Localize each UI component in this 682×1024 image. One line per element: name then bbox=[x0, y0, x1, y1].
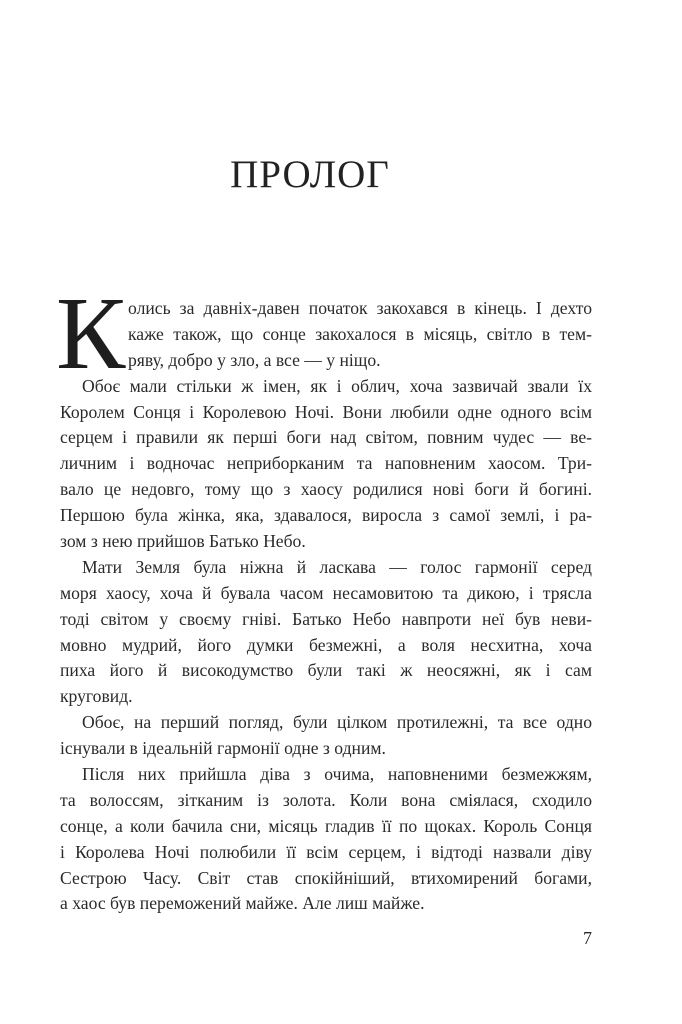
text-line: тоді світом у своєму гніві. Батько Небо навпроти неї був неви- bbox=[60, 608, 592, 629]
text-line: а хаос був переможений майже. Але лиш майже. bbox=[60, 893, 425, 914]
paragraph bbox=[60, 374, 592, 555]
text-line: Першою була жінка, яка, здавалося, виросла з самої землі, і ра- bbox=[60, 505, 592, 526]
chapter-body bbox=[56, 276, 592, 917]
paragraph bbox=[60, 762, 592, 917]
text-line: зом з нею прийшов Батько Небо. bbox=[60, 531, 306, 552]
text-line: круговид. bbox=[60, 686, 133, 707]
text-line: личним і водночас неприборканим та наповненим хаосом. Три- bbox=[60, 453, 592, 474]
text-line: існували в ідеальній гармонії одне з одним. bbox=[60, 738, 386, 759]
paragraph bbox=[60, 296, 592, 374]
chapter-title: ПРОЛОГ bbox=[230, 153, 390, 196]
text-line: сонце, а коли бачила сни, місяць гладив її по щоках. Король Сонця bbox=[60, 815, 592, 836]
paragraph bbox=[60, 710, 592, 762]
text-line: Після них прийшла діва з очима, наповненими безмежжям, bbox=[82, 764, 592, 785]
text-line: каже також, що сонце закохалося в місяць, світло в тем- bbox=[128, 323, 592, 344]
text-line: та волоссям, зітканим із золота. Коли вона сміялася, сходило bbox=[60, 789, 592, 810]
text-line: Королем Сонця і Королевою Ночі. Вони любили одне одного всім bbox=[60, 401, 592, 422]
text-line: Обоє, на перший погляд, були цілком протилежні, та все одно bbox=[82, 712, 592, 733]
text-line: Сестрою Часу. Світ став спокійніший, втихомирений богами, bbox=[60, 867, 592, 888]
page-number: 7 bbox=[583, 928, 592, 948]
text-line: вало це недовго, тому що з хаосу родилися нові боги й богині. bbox=[60, 479, 592, 500]
text-line: олись за давніх-давен початок закохався в кінець. І дехто bbox=[128, 298, 592, 318]
text-line: моря хаосу, хоча й бувала часом несамовитою та дикою, і трясла bbox=[60, 582, 592, 603]
drop-cap: К bbox=[56, 276, 126, 391]
text-line: і Королева Ночі полюбили її всім серцем, і відтоді назвали діву bbox=[60, 841, 592, 862]
text-line: ряву, добро у зло, а все — у ніщо. bbox=[128, 349, 381, 370]
text-line: Мати Земля була ніжна й ласкава — голос гармонії серед bbox=[82, 556, 592, 577]
text-line: серцем і правили як перші боги над світом, повним чудес — ве- bbox=[60, 427, 592, 448]
paragraph bbox=[60, 555, 592, 710]
text-line: пиха його й високодумство були такі ж неосяжні, як і сам bbox=[60, 660, 592, 681]
text-line: Обоє мали стільки ж імен, як і облич, хоча зазвичай звали їх bbox=[82, 375, 592, 396]
text-line: мовно мудрий, його думки безмежні, а воля несхитна, хоча bbox=[60, 634, 592, 655]
